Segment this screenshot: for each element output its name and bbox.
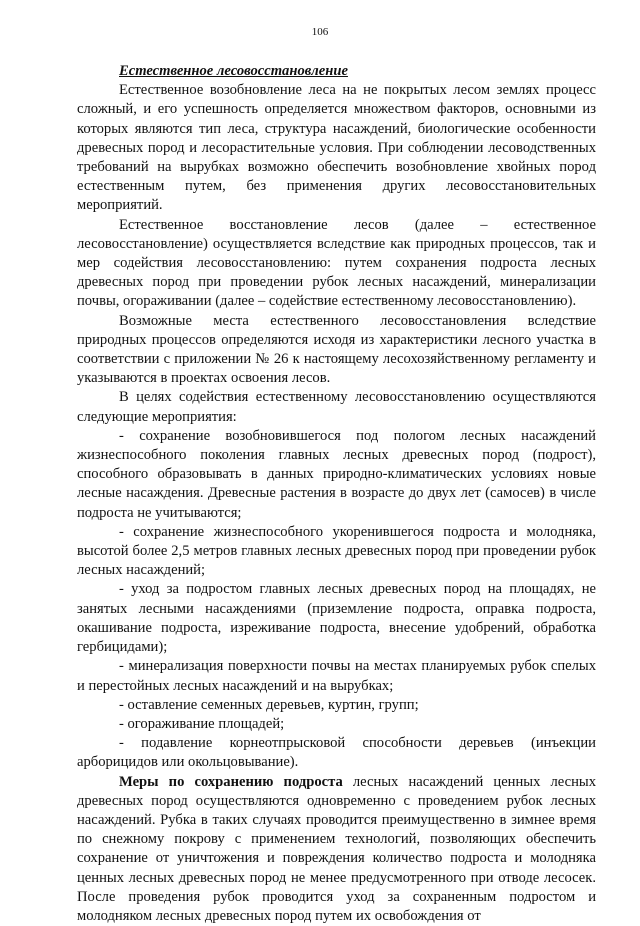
- section-heading: Естественное лесовосстановление: [119, 63, 348, 79]
- measure-item: - сохранение жизнеспособного укоренившегося подроста и молодняка, высотой более 2,5 метров главных лесных древесных пород при проведении рубок лесных насаждений;: [77, 523, 596, 579]
- paragraph-natural-renewal: Естественное возобновление леса на не покрытых лесом землях процесс сложный, и его успешность определяется множеством факторов, основными из которых являются тип леса, структура насаждений, биологические особенности древесных пород и лесорастительные условия. При соблюдении лесоводственных требований на вырубках возможно обеспечить возобновление хвойных пород естественным путем, без применения других лесовосстановительных мероприятий.: [77, 82, 596, 214]
- measure-item: - огораживание площадей;: [119, 715, 285, 732]
- paragraph-measures-intro: В целях содействия естественному лесовосстановлению осуществляются следующие мероприятия:: [77, 389, 596, 425]
- undergrowth-measures-lead: Меры по сохранению подроста: [119, 773, 343, 790]
- measure-item: - уход за подростом главных лесных древесных пород на площадях, не занятых лесными насаждениями (приземление подроста, оправка подроста, окашивание подроста, изреживание подроста, внесение удобрений, обработка гербицидами);: [77, 581, 596, 656]
- measure-item: - сохранение возобновившегося под пологом лесных насаждений жизнеспособного поколения главных лесных древесных пород (подрост), способного образовывать в данных природно-климатических условиях новые лесные насаждения. Древесные растения в возрасте до двух лет (самосев) в числе подроста не учитываются;: [77, 427, 596, 521]
- paragraph-undergrowth-preservation: [77, 773, 596, 926]
- measure-item: - подавление корнеотпрысковой способности деревьев (инъекции арборицидов или окольцовывание).: [77, 735, 596, 771]
- page-content: [77, 62, 596, 926]
- paragraph-natural-restoration: Естественное восстановление лесов (далее – естественное лесовосстановление) осуществляется вследствие как природных процессов, так и мер содействия лесовосстановлению: путем сохранения подроста лесных древесных пород при проведении рубок лесных насаждений, минерализации почвы, огораживании (далее – содействие естественному лесовосстановлению).: [77, 216, 596, 310]
- measure-item: - оставление семенных деревьев, куртин, групп;: [119, 696, 419, 713]
- section-heading-paragraph: [77, 62, 596, 81]
- page-number: 106: [311, 26, 329, 38]
- undergrowth-measures-text: лесных насаждений ценных лесных древесных пород осуществляются одновременно с проведением рубок лесных насаждений. Рубка в таких случаях проводится преимущественно в зимнее время по снежному покрову с применением технологий, позволяющих обеспечить сохранение от уничтожения и повреждения количество подроста и молодняка ценных лесных древесных пород не менее предусмотренного при отводе лесосек. После проведения рубок проводится уход за сохраненным подростом и молодняком лесных древесных пород путем их освобождения от: [77, 773, 597, 924]
- measure-item: - минерализация поверхности почвы на местах планируемых рубок спелых и перестойных лесных насаждений и на вырубках;: [77, 658, 596, 694]
- paragraph-possible-places: Возможные места естественного лесовосстановления вследствие природных процессов определяются исходя из характеристики лесного участка в соответствии с приложении № 26 к настоящему лесохозяйственному регламенту и указываются в проектах освоения лесов.: [77, 312, 596, 387]
